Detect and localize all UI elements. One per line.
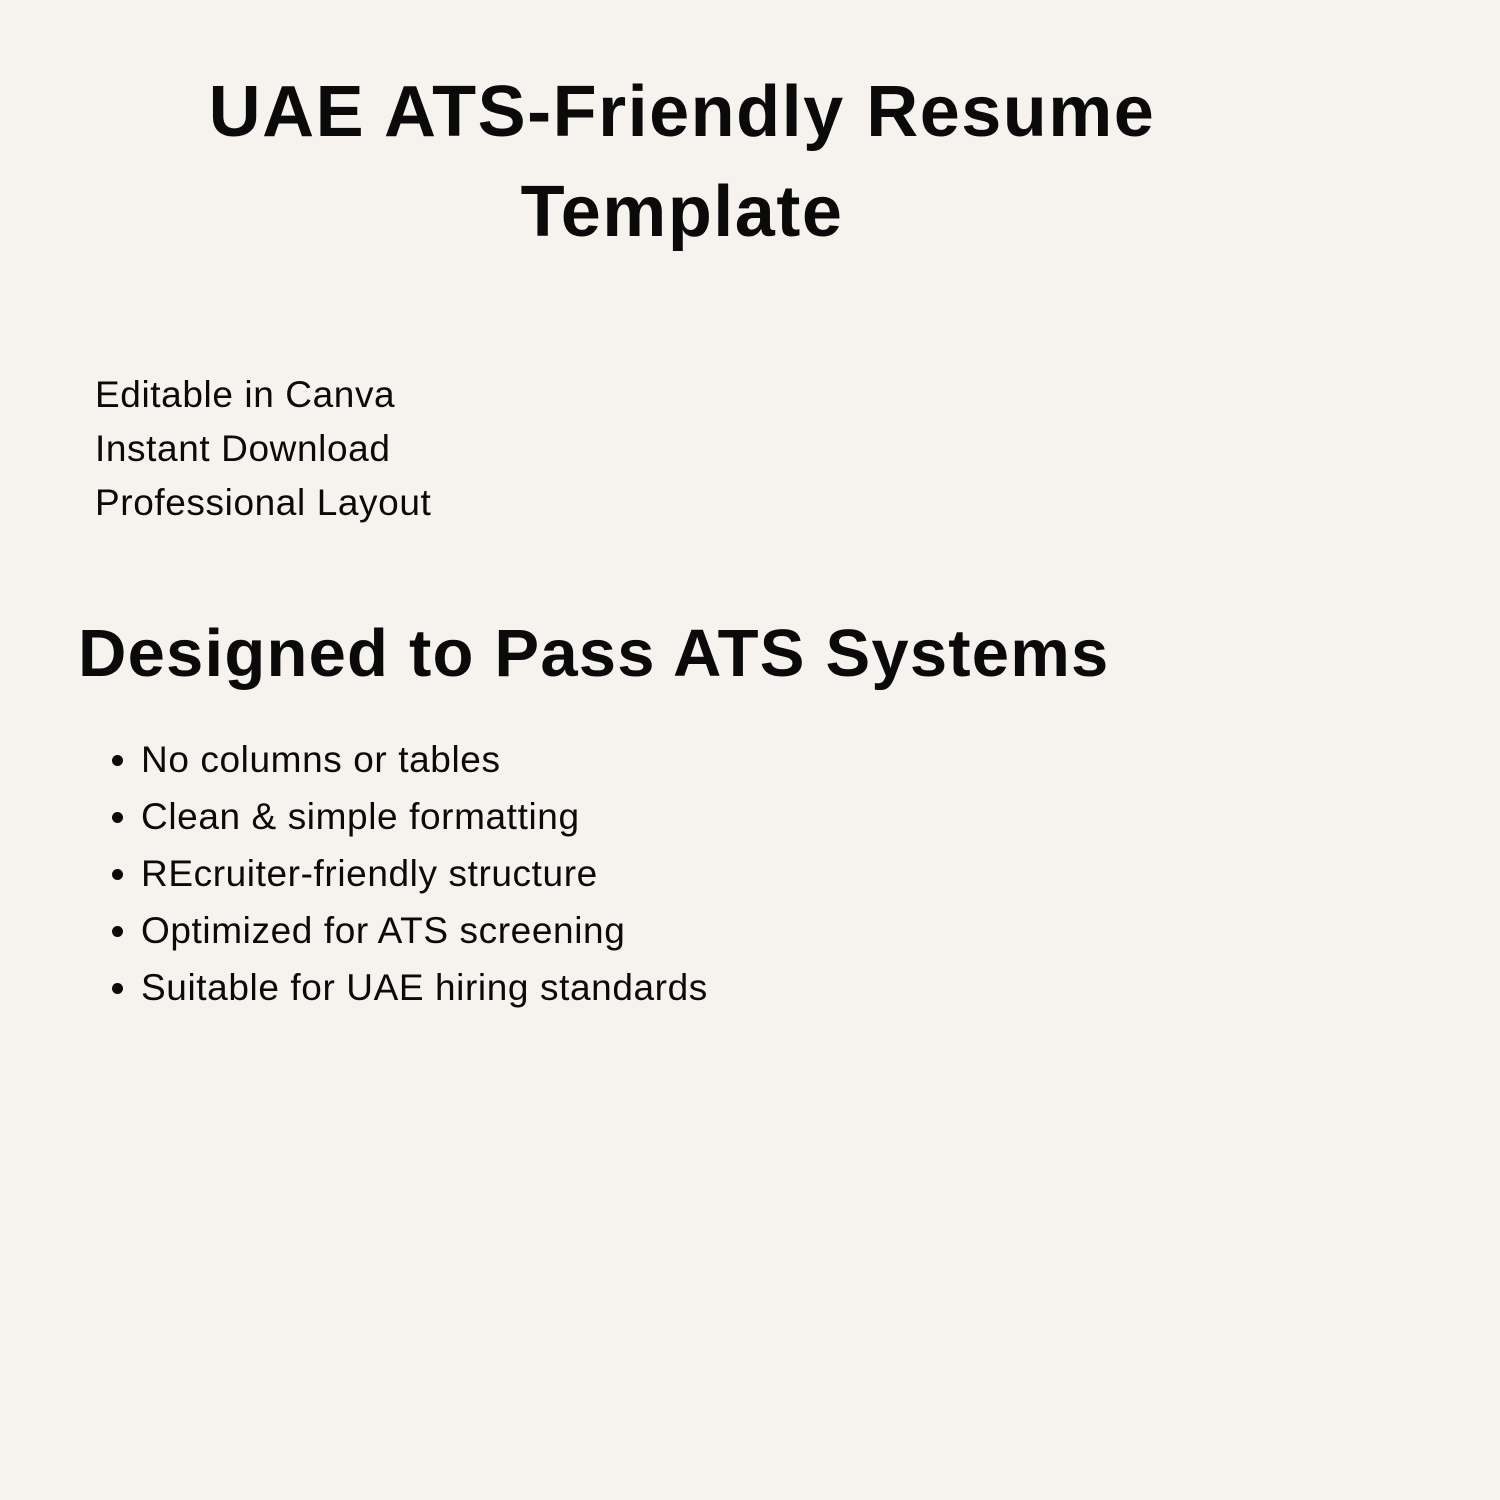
bullet-text: Clean & simple formatting: [141, 796, 580, 837]
ats-bullet-list: [108, 731, 708, 1016]
section-heading: Designed to Pass ATS Systems: [78, 616, 1110, 691]
bullet-item: [108, 731, 708, 788]
bullet-text: REcruiter-friendly structure: [141, 853, 598, 894]
bullet-icon: [112, 869, 123, 880]
bullet-icon: [112, 926, 123, 937]
bullet-icon: [112, 755, 123, 766]
bullet-item: [108, 788, 708, 845]
bullet-item: [108, 902, 708, 959]
feature-item: Professional Layout: [95, 482, 432, 523]
feature-list: [95, 368, 431, 530]
bullet-text: No columns or tables: [141, 739, 501, 780]
bullet-icon: [112, 812, 123, 823]
title-line-1: UAE ATS-Friendly Resume: [208, 72, 1156, 152]
feature-item: Editable in Canva: [95, 374, 396, 415]
title-line-2: Template: [520, 172, 844, 252]
page-title: [0, 62, 1364, 262]
bullet-item: [108, 845, 708, 902]
feature-item: Instant Download: [95, 428, 391, 469]
bullet-icon: [112, 983, 123, 994]
bullet-text: Optimized for ATS screening: [141, 910, 626, 951]
bullet-item: [108, 959, 708, 1016]
bullet-text: Suitable for UAE hiring standards: [141, 967, 708, 1008]
